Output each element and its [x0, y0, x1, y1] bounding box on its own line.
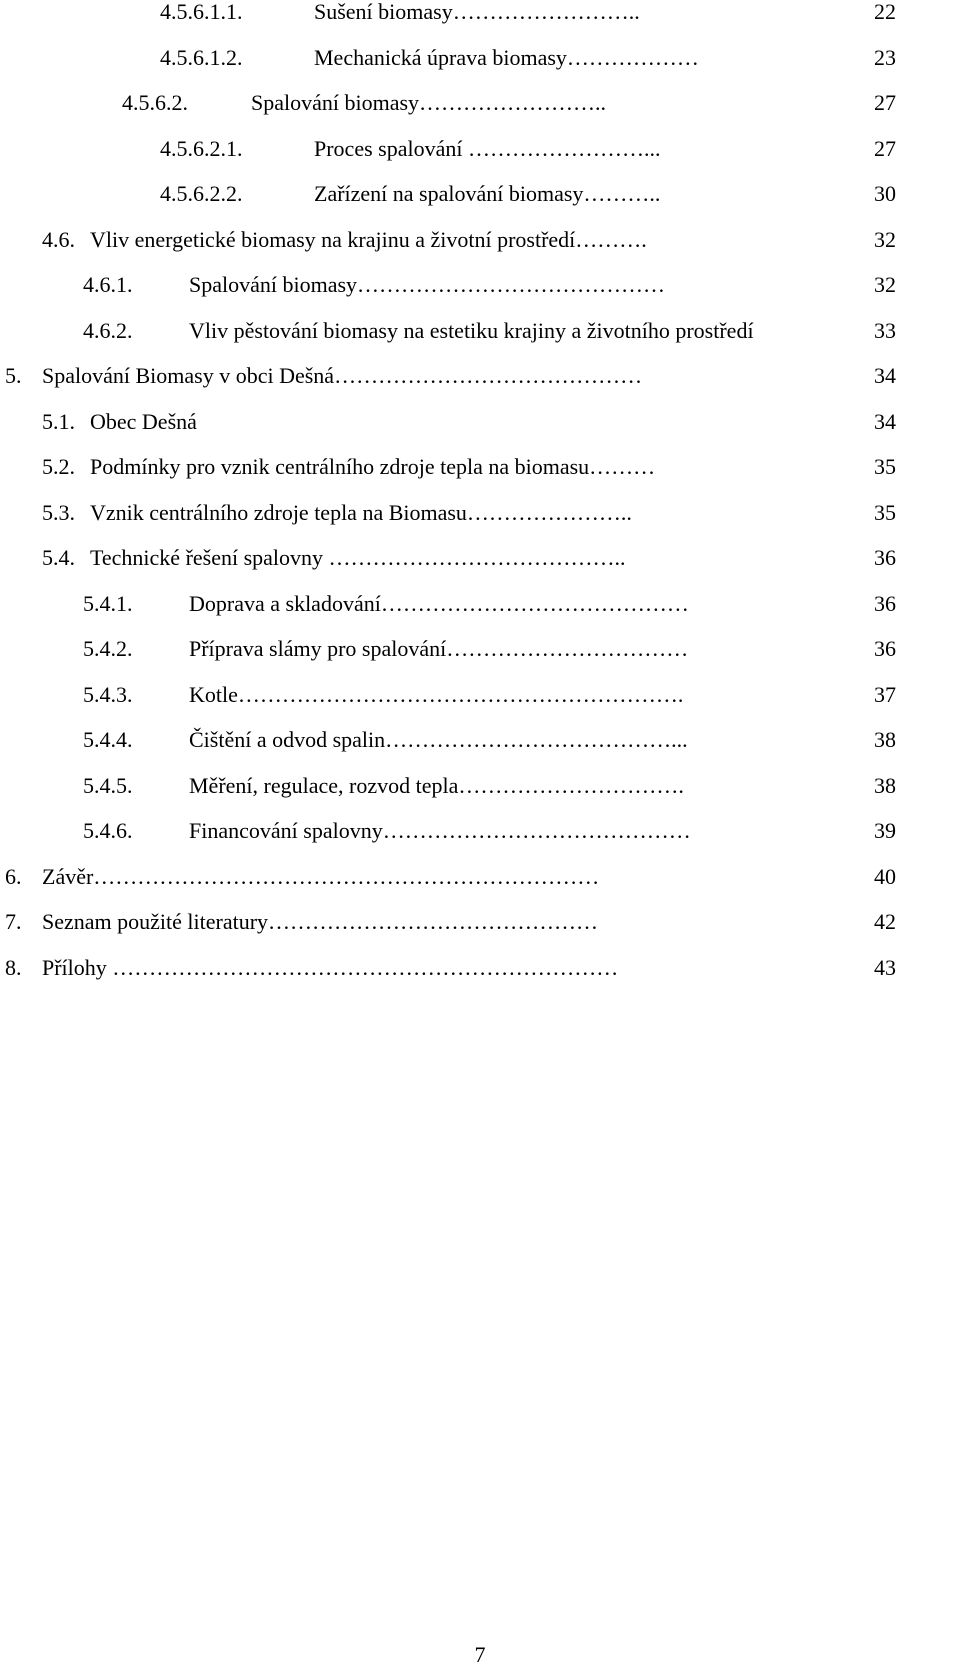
toc-entry-page: 34: [874, 408, 896, 434]
toc-entry-number: 4.5.6.1.2.: [160, 44, 243, 70]
toc-entry-page: 27: [874, 135, 896, 161]
toc-entry-page: 36: [874, 545, 896, 570]
toc-entry-title: Seznam použité literatury………………………………………: [42, 909, 599, 934]
toc-entry-number: 5.4.5.: [83, 772, 133, 798]
toc-entry-page: 43: [874, 954, 896, 980]
toc-entry-page: 22: [874, 0, 896, 24]
toc-entry-number: 4.6.: [42, 226, 75, 252]
toc-entry-title: Spalování biomasy……………………………………: [189, 272, 666, 297]
toc-entry: [0, 311, 960, 351]
toc-entry: [0, 447, 960, 487]
toc-entry-title: Zařízení na spalování biomasy………..: [314, 181, 661, 206]
toc-entry-title: Závěr……………………………………………………………: [42, 863, 600, 889]
toc-entry: [0, 0, 960, 32]
toc-entry: [0, 902, 960, 942]
toc-entry: [0, 265, 960, 305]
toc-entry-page: 32: [874, 226, 896, 252]
toc-entry-title: Vznik centrálního zdroje tepla na Biomasu…………………..: [90, 499, 632, 525]
toc-entry: [0, 356, 960, 396]
toc-entry-page: 30: [874, 181, 896, 206]
toc-entry-title: Proces spalování ……………………...: [314, 135, 661, 161]
toc-entry: [0, 402, 960, 442]
toc-entry: [0, 38, 960, 78]
toc-entry-page: 27: [874, 90, 896, 115]
toc-entry-number: 5.1.: [42, 408, 75, 434]
toc-entry-page: 37: [874, 681, 896, 707]
toc-entry-title: Vliv pěstování biomasy na estetiku krajiny a životního prostředí: [189, 317, 754, 343]
toc-entry-number: 4.6.1.: [83, 272, 133, 297]
toc-entry-number: 5.3.: [42, 499, 75, 525]
toc-entry-page: 39: [874, 818, 896, 843]
toc-entry: [0, 811, 960, 851]
toc-entry-page: 40: [874, 863, 896, 889]
toc-entry-page: 38: [874, 772, 896, 798]
toc-entry-title: Měření, regulace, rozvod tepla………………………….: [189, 772, 684, 798]
toc-entry: [0, 584, 960, 624]
toc-entry: [0, 720, 960, 760]
toc-entry-page: 34: [874, 363, 896, 388]
toc-entry-page: 32: [874, 272, 896, 297]
toc-entry-page: 42: [874, 909, 896, 934]
toc-entry-title: Podmínky pro vznik centrálního zdroje tepla na biomasu………: [90, 454, 656, 479]
toc-entry: [0, 629, 960, 669]
toc-entry-title: Vliv energetické biomasy na krajinu a životní prostředí……….: [90, 226, 647, 252]
toc-entry-title: Příprava slámy pro spalování……………………………: [189, 636, 689, 661]
toc-entry-title: Mechanická úprava biomasy………………: [314, 44, 699, 70]
toc-entry: [0, 493, 960, 533]
toc-entry-title: Technické řešení spalovny …………………………………..: [90, 545, 626, 570]
toc-entry: [0, 174, 960, 214]
page-number: 7: [474, 1642, 486, 1667]
toc-entry-title: Spalování biomasy……………………..: [251, 90, 607, 115]
toc-entry-number: 5.4.4.: [83, 727, 133, 752]
toc-entry-page: 36: [874, 590, 896, 616]
toc-entry-number: 4.5.6.2.2.: [160, 181, 243, 206]
toc-entry: [0, 538, 960, 578]
toc-entry: [0, 220, 960, 260]
toc-entry-page: 33: [874, 317, 896, 343]
toc-entry-number: 4.6.2.: [83, 317, 133, 343]
toc-entry: [0, 675, 960, 715]
toc-entry-page: 36: [874, 636, 896, 661]
toc-entry-number: 4.5.6.2.: [122, 90, 188, 115]
toc-entry-title: Doprava a skladování……………………………………: [189, 590, 689, 616]
toc-entry: [0, 83, 960, 123]
toc-entry-title: Čištění a odvod spalin…………………………………...: [189, 727, 688, 752]
toc-entry-number: 5.: [5, 363, 22, 388]
toc-entry-page: 23: [874, 44, 896, 70]
toc-entry-number: 5.4.2.: [83, 636, 133, 661]
toc-entry-number: 4.5.6.1.1.: [160, 0, 243, 24]
toc-entry: [0, 948, 960, 988]
toc-entry-number: 5.2.: [42, 454, 75, 479]
toc-entry-number: 4.5.6.2.1.: [160, 135, 243, 161]
toc-entry-number: 5.4.6.: [83, 818, 133, 843]
toc-entry-page: 35: [874, 499, 896, 525]
toc-entry-title: Kotle…………………………………………………….: [189, 681, 684, 707]
toc-entry-number: 5.4.1.: [83, 590, 133, 616]
toc-entry-title: Obec Dešná: [90, 408, 197, 434]
toc-entry-number: 7.: [5, 909, 22, 934]
toc-entry: [0, 129, 960, 169]
toc-entry-title: Přílohy ……………………………………………………………: [42, 954, 619, 980]
toc-entry-number: 5.4.: [42, 545, 75, 570]
toc-entry-number: 6.: [5, 863, 22, 889]
toc-entry: [0, 766, 960, 806]
toc-entry-title: Sušení biomasy……………………..: [314, 0, 640, 24]
toc-entry: [0, 857, 960, 897]
toc-entry-number: 5.4.3.: [83, 681, 133, 707]
toc-entry-page: 38: [874, 727, 896, 752]
toc-entry-title: Financování spalovny……………………………………: [189, 818, 691, 843]
toc-entry-number: 8.: [5, 954, 22, 980]
toc-entry-title: Spalování Biomasy v obci Dešná……………………………………: [42, 363, 643, 388]
toc-entry-page: 35: [874, 454, 896, 479]
